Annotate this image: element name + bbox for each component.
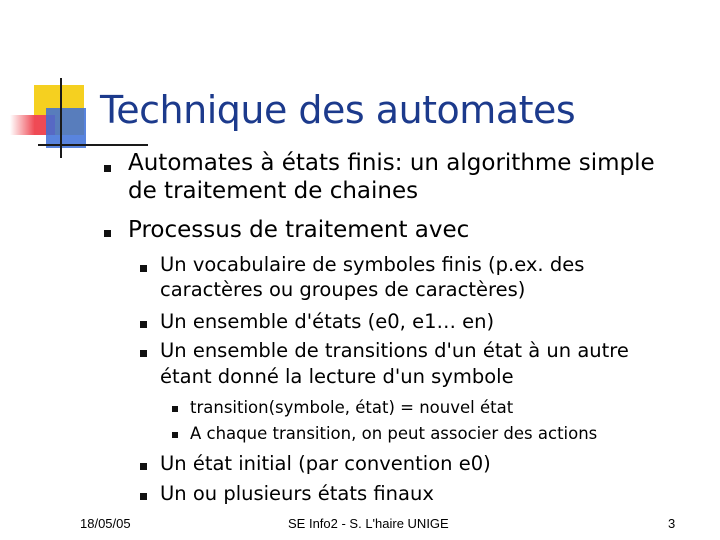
bullet-l1-1-line2: de traitement de chaines xyxy=(128,178,419,204)
bullet-l2-2-line1: Un ensemble d'états (e0, e1… en) xyxy=(160,310,495,333)
bullet-marker xyxy=(172,432,178,438)
bullet-marker xyxy=(172,406,178,412)
bullet-l3-1-line1: transition(symbole, état) = nouvel état xyxy=(190,398,514,417)
decor-vertical-line xyxy=(60,78,62,158)
decor-horizontal-line xyxy=(38,144,148,146)
bullet-l2-1-line2: caractères ou groupes de caractères) xyxy=(160,278,526,301)
bullet-marker xyxy=(104,230,111,237)
bullet-l2-3-line2: étant donné la lecture d'un symbole xyxy=(160,365,514,388)
bullet-marker xyxy=(104,165,111,172)
bullet-l1-2-line1: Processus de traitement avec xyxy=(128,217,470,243)
bullet-l3-2-line1: A chaque transition, on peut associer des actions xyxy=(190,424,598,443)
footer-center-text: SE Info2 - S. L'haire UNIGE xyxy=(288,516,449,531)
bullet-l1-1-line1: Automates à états finis: un algorithme simple xyxy=(128,150,655,176)
bullet-l2-1-line1: Un vocabulaire de symboles finis (p.ex. des xyxy=(160,253,585,276)
bullet-l2-3-line1: Un ensemble de transitions d'un état à un autre xyxy=(160,339,629,362)
footer-page-number: 3 xyxy=(668,516,676,531)
bullet-marker xyxy=(140,265,147,272)
bullet-marker xyxy=(140,350,147,357)
bullet-marker xyxy=(140,493,147,500)
bullet-l2-5-line1: Un ou plusieurs états finaux xyxy=(160,482,434,505)
bullet-marker xyxy=(140,321,147,328)
bullet-marker xyxy=(140,463,147,470)
decor-blue-square xyxy=(46,108,86,148)
bullet-l2-4-line1: Un état initial (par convention e0) xyxy=(160,452,491,475)
footer-date: 18/05/05 xyxy=(80,516,131,531)
slide-title: Technique des automates xyxy=(100,88,576,132)
